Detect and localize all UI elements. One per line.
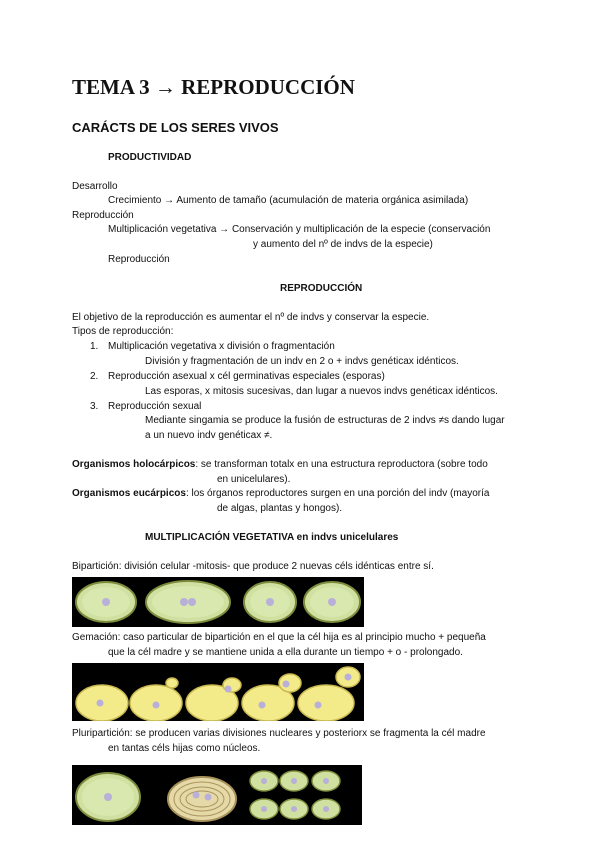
- biparticion-image: [72, 577, 364, 627]
- cell-green: [76, 582, 136, 622]
- section-heading-reproduccion: REPRODUCCIÓN: [280, 283, 363, 294]
- yeast-cell-2: [130, 678, 182, 721]
- cell-daughter-2: [304, 582, 360, 622]
- page-title: TEMA 3 → REPRODUCCIÓN: [72, 75, 355, 99]
- text-tipos: Tipos de reproducción:: [72, 326, 174, 337]
- subheading-productividad: PRODUCTIVIDAD: [108, 152, 192, 163]
- eucarpicos-line: [72, 488, 489, 499]
- eucarpicos-cont: de algas, plantas y hongos).: [217, 503, 343, 514]
- text-gemacion-cont: que la cél madre y se mantiene unida a ella durante un tiempo + o - prolongado.: [108, 647, 463, 658]
- list-detail-1: División y fragmentación de un indv en 2 o + indvs genéticax idénticos.: [145, 356, 459, 367]
- text-desarrollo: Desarrollo: [72, 181, 118, 192]
- text-objetivo: El objetivo de la reproducción es aumentar el nº de indvs y conservar la especie.: [72, 312, 430, 323]
- text-crecimiento: Crecimiento → Aumento de tamaño (acumulación de materia orgánica asimilada): [108, 195, 469, 206]
- holocarpicos-label: Organismos holocárpicos: [72, 459, 196, 470]
- mother-cell: [76, 773, 140, 821]
- eucarpicos-label: Organismos eucárpicos: [72, 488, 186, 499]
- list-detail-3: Mediante singamia se produce la fusión de estructuras de 2 indvs ≠s dando lugar: [145, 415, 505, 426]
- yeast-cell-3: [186, 678, 241, 721]
- text-gemacion: Gemación: caso particular de bipartición en el que la cél hija es al principio mucho + pequeña: [72, 632, 486, 643]
- text-multiplicacion-veg: Multiplicación vegetativa → Conservación y multiplicación de la especie (conservación: [108, 224, 491, 235]
- section-heading-multiplicacion: MULTIPLICACIÓN VEGETATIVA en indvs unicelulares: [145, 532, 399, 543]
- cell-daughter-1: [244, 582, 296, 622]
- yeast-cell-5: [298, 667, 360, 721]
- list-item-3: Reproducción sexual: [108, 401, 202, 412]
- cell-dividing: [146, 581, 230, 623]
- holocarpicos-text: : se transforman totalx en una estructura reproductora (sobre todo: [195, 459, 488, 470]
- section-heading-caracts: CARÁCTS DE LOS SERES VIVOS: [72, 120, 279, 135]
- pluriparticion-image: [72, 765, 362, 825]
- text-multiplicacion-veg-cont: y aumento del nº de indvs de la especie): [253, 239, 433, 250]
- list-item-2: Reproducción asexual x cél germinativas especiales (esporas): [108, 371, 385, 382]
- text-pluriparticion-cont: en tantas céls hijas como núcleos.: [108, 743, 261, 754]
- list-num-2: 2.: [90, 371, 99, 382]
- eucarpicos-text: : los órganos reproductores surgen en una porción del indv (mayoría: [185, 488, 490, 499]
- fragmenting-cell: [168, 777, 236, 821]
- list-detail-2: Las esporas, x mitosis sucesivas, dan lugar a nuevos indvs genéticax idénticos.: [145, 386, 498, 397]
- text-reproduccion-label: Reproducción: [72, 210, 134, 221]
- daughter-cells: [250, 771, 340, 819]
- yeast-cell-4: [242, 674, 301, 721]
- text-biparticion: Bipartición: división celular -mitosis- que produce 2 nuevas céls idénticas entre sí.: [72, 561, 434, 572]
- list-num-1: 1.: [90, 341, 99, 352]
- list-num-3: 3.: [90, 401, 99, 412]
- gemacion-image: [72, 663, 364, 721]
- holocarpicos-line: [72, 459, 488, 470]
- yeast-cell-1: [76, 685, 128, 721]
- holocarpicos-cont: en unicelulares).: [217, 474, 291, 485]
- text-pluriparticion: Pluripartición: se producen varias divisiones nucleares y posteriorx se fragmenta la cél madre: [72, 728, 486, 739]
- list-item-1: Multiplicación vegetativa x división o fragmentación: [108, 341, 335, 352]
- text-reproduccion-sub: Reproducción: [108, 254, 170, 265]
- list-detail-3-cont: a un nuevo indv genéticax ≠.: [145, 430, 273, 441]
